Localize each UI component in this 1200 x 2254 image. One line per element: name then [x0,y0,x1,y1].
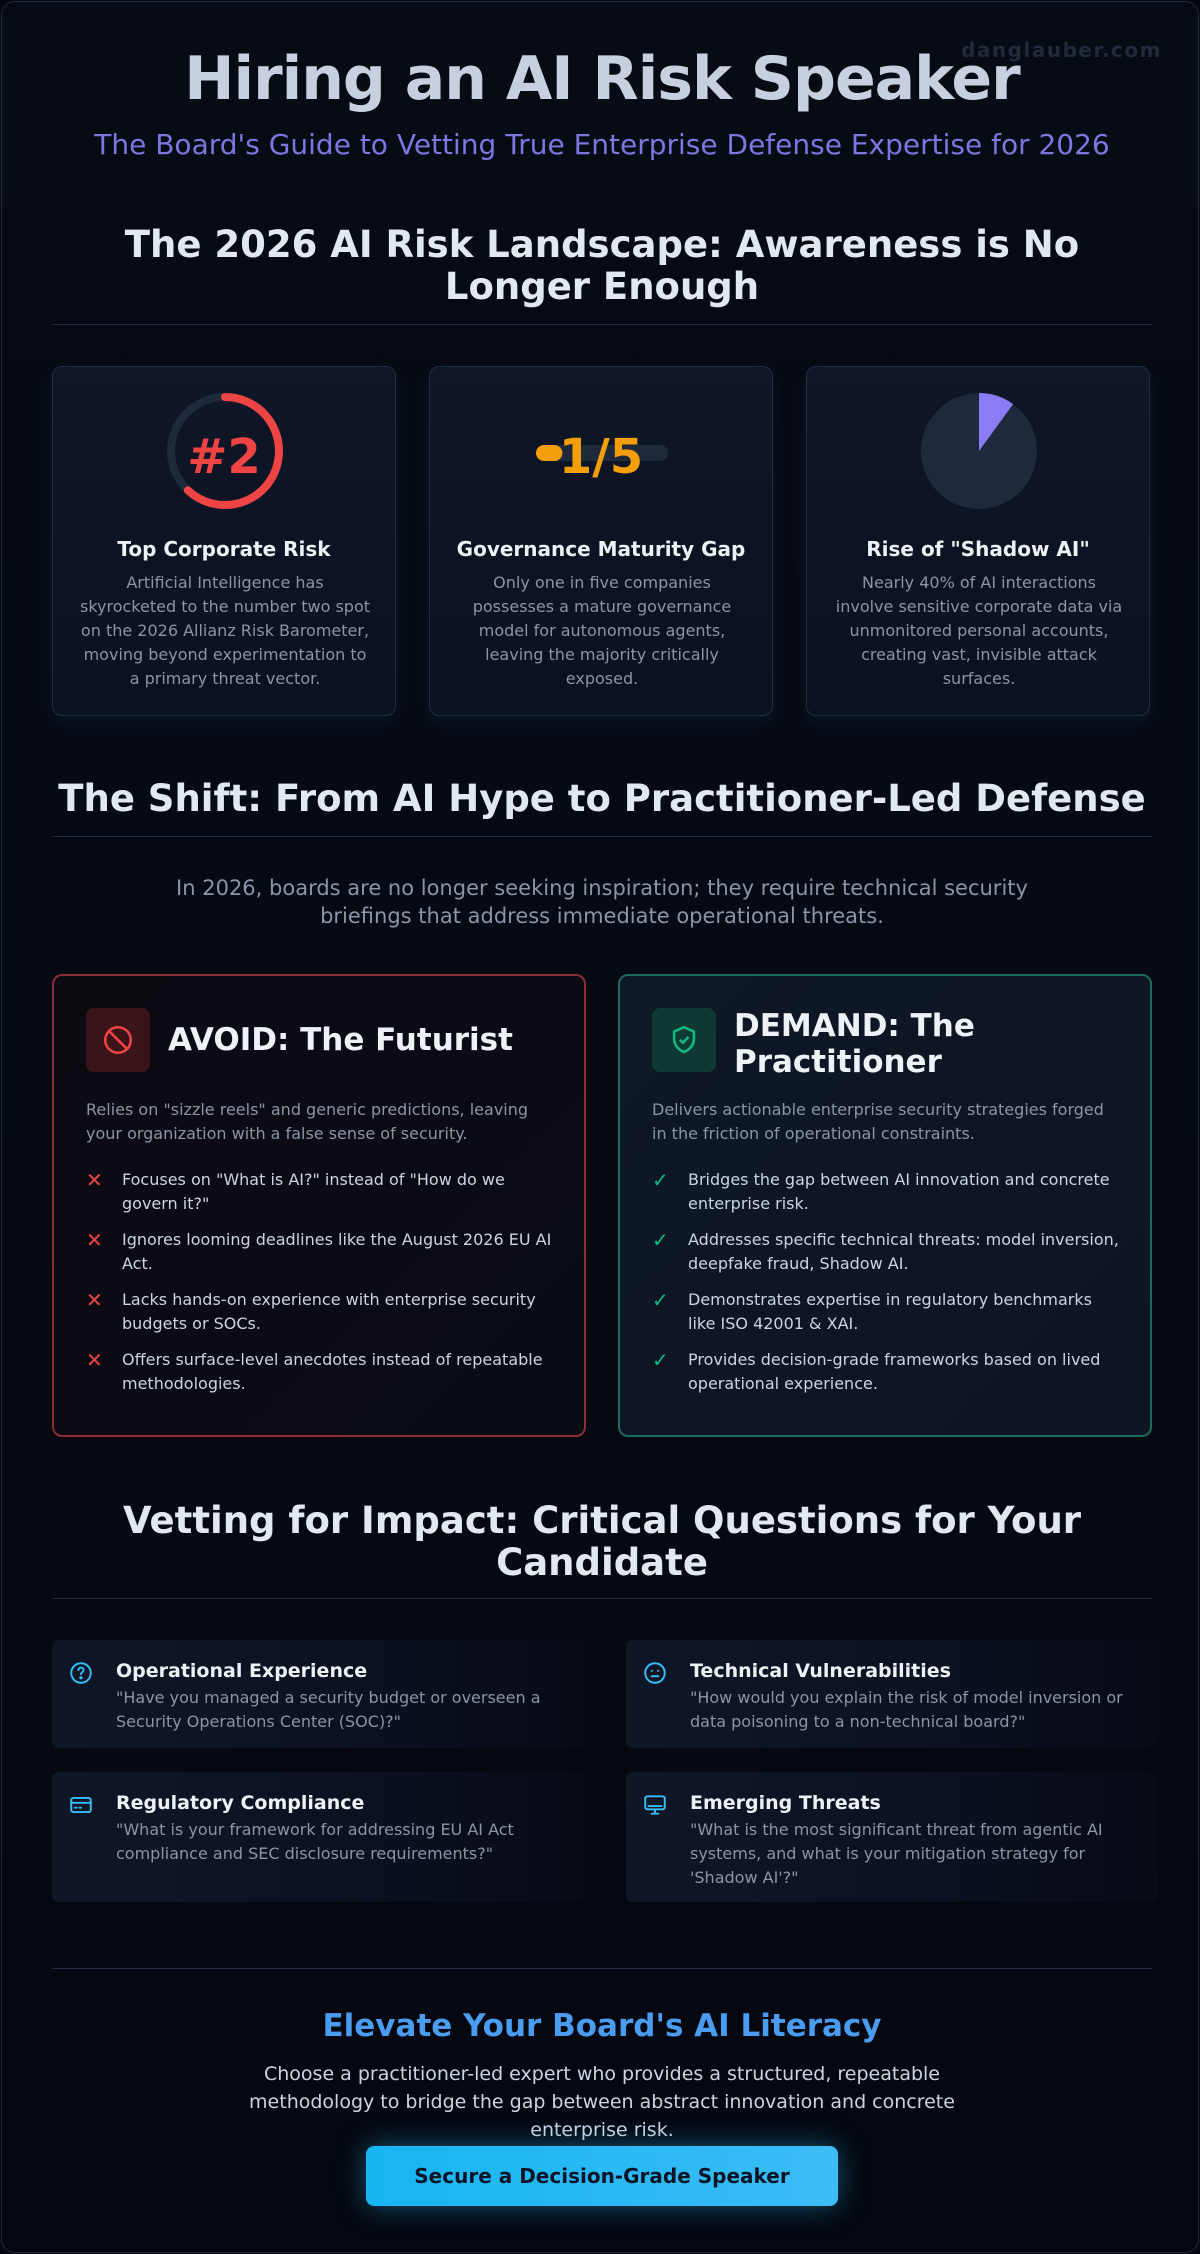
x-mark-icon: ✕ [86,1228,103,1252]
question-card-operational [52,1640,584,1748]
stat-description: Nearly 40% of AI interactions involve sensitive corporate data via unmonitored personal accounts, creating vast, invisible attack surfaces. [835,573,1123,688]
avoid-list [86,1168,556,1408]
question-card-technical [626,1640,1158,1748]
list-item [86,1168,556,1216]
stat-description: Only one in five companies possesses a mature governance model for autonomous agents, leaving the majority critically exposed. [472,573,732,688]
stat-heading: Governance Maturity Gap [456,537,746,561]
demand-title: DEMAND: The Practitioner [734,1008,975,1080]
vetting-section-title: Vetting for Impact: Critical Questions for Your Candidate [122,1499,1082,1584]
section-divider [52,1968,1152,1969]
list-item-text: Provides decision-grade frameworks based on lived operational experience. [688,1350,1101,1393]
stat-heading: Rise of "Shadow AI" [866,537,1090,561]
stat-card-shadow-ai [806,366,1150,716]
stat-card-governance-gap [429,366,773,716]
section-divider [52,1598,1152,1599]
shadow-ai-pie-chart [919,391,1039,511]
shield-check-icon [667,1023,701,1057]
cta-text: Choose a practitioner-led expert who provides a structured, repeatable methodology to bridge the gap between abstract innovation and concrete enterprise risk. [249,2063,955,2141]
ban-icon [101,1023,135,1057]
list-item [86,1228,556,1276]
list-item [86,1348,556,1396]
avoid-description: Relies on "sizzle reels" and generic predictions, leaving your organization with a false sense of security. [86,1100,529,1143]
question-text: "Have you managed a security budget or overseen a Security Operations Center (SOC)?" [116,1688,541,1731]
stat-value-ratio: 1/5 [558,429,644,485]
question-heading: Emerging Threats [690,1792,881,1814]
check-icon: ✓ [652,1168,669,1192]
list-item [652,1168,1122,1216]
list-item-text: Lacks hands-on experience with enterprise security budgets or SOCs. [122,1290,536,1333]
page-frame [1,1,1199,2253]
stat-visual [430,391,772,521]
demand-list [652,1168,1122,1408]
shift-section-title: The Shift: From AI Hype to Practitioner-Led Defense [58,777,1146,820]
neutral-face-icon [642,1660,668,1686]
x-mark-icon: ✕ [86,1288,103,1312]
demand-description: Delivers actionable enterprise security strategies forged in the friction of operational constraints. [652,1100,1104,1143]
monitor-icon [642,1792,668,1818]
landscape-section-title: The 2026 AI Risk Landscape: Awareness is No Longer Enough [124,223,1080,308]
demand-icon-box [652,1008,716,1072]
list-item-text: Ignores looming deadlines like the August 2026 EU AI Act. [122,1230,552,1273]
stat-value-rank: #2 [187,429,261,485]
demand-card [618,974,1152,1437]
list-item-text: Bridges the gap between AI innovation and concrete enterprise risk. [688,1170,1110,1213]
stat-visual [807,391,1149,521]
page-subtitle: The Board's Guide to Vetting True Enterprise Defense Expertise for 2026 [94,128,1110,161]
stat-visual [53,391,395,521]
page-title: Hiring an AI Risk Speaker [184,44,1020,114]
list-item-text: Demonstrates expertise in regulatory benchmarks like ISO 42001 & XAI. [688,1290,1092,1333]
check-icon: ✓ [652,1348,669,1372]
credit-card-icon [68,1792,94,1818]
watermark: danglauber.com [961,38,1162,62]
section-divider [52,324,1152,325]
stat-description: Artificial Intelligence has skyrocketed to the number two spot on the 2026 Allianz Risk Barometer, moving beyond experimentation to a primary threat vector. [79,573,371,688]
list-item [652,1228,1122,1276]
list-item-text: Addresses specific technical threats: model inversion, deepfake fraud, Shadow AI. [688,1230,1119,1273]
list-item-text: Offers surface-level anecdotes instead of repeatable methodologies. [122,1350,543,1393]
list-item [86,1288,556,1336]
question-circle-icon [68,1660,94,1686]
section-divider [52,836,1152,837]
question-card-regulatory [52,1772,584,1902]
secure-speaker-button[interactable]: Secure a Decision-Grade Speaker [366,2146,838,2206]
list-item-text: Focuses on "What is AI?" instead of "How do we govern it?" [122,1170,505,1213]
question-card-emerging [626,1772,1158,1902]
avoid-icon-box [86,1008,150,1072]
question-heading: Operational Experience [116,1660,368,1682]
x-mark-icon: ✕ [86,1168,103,1192]
cta-title: Elevate Your Board's AI Literacy [322,2008,882,2044]
avoid-title: AVOID: The Futurist [168,1022,513,1058]
stat-heading: Top Corporate Risk [117,537,331,561]
question-heading: Regulatory Compliance [116,1792,365,1814]
x-mark-icon: ✕ [86,1348,103,1372]
check-icon: ✓ [652,1288,669,1312]
question-text: "What is your framework for addressing EU AI Act compliance and SEC disclosure requirements?" [116,1820,514,1863]
list-item [652,1348,1122,1396]
question-text: "How would you explain the risk of model inversion or data poisoning to a non-technical board?" [690,1688,1123,1731]
list-item [652,1288,1122,1336]
check-icon: ✓ [652,1228,669,1252]
question-text: "What is the most significant threat from agentic AI systems, and what is your mitigation strategy for 'Shadow AI'?" [690,1820,1103,1887]
shift-intro: In 2026, boards are no longer seeking inspiration; they require technical security briefings that address immediate operational threats. [176,876,1028,928]
stat-card-top-risk [52,366,396,716]
avoid-card [52,974,586,1437]
question-heading: Technical Vulnerabilities [690,1660,951,1682]
